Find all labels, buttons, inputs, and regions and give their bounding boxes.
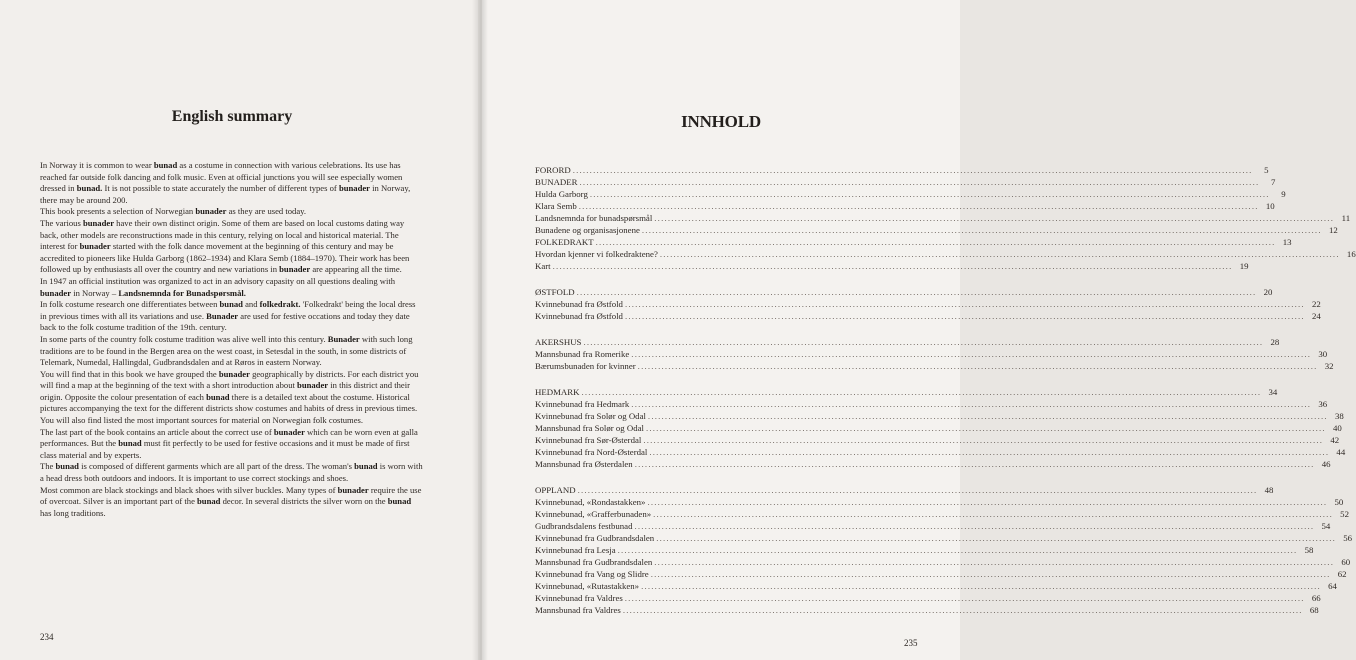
summary-text: The [40,461,56,472]
toc-entry [535,200,1275,212]
toc-entry [535,568,1347,580]
toc-entry [535,544,1314,556]
toc-entry [535,188,1286,200]
toc-entry-label: Kvinnebunad fra Vang og Slidre [535,569,649,579]
summary-bold-term: bunader [40,287,72,298]
summary-bold-term: bunad. [76,183,103,194]
toc-entry [535,422,1342,434]
summary-paragraph [40,461,424,484]
toc-leader-dots: ........................................................................................................................................................................................................ [656,533,1337,543]
toc-leader-dots: ........................................................................................................................................................................................................ [576,287,1257,297]
toc-leader-dots: ........................................................................................................................................................................................................ [641,581,1321,591]
summary-text: as a costume in connection with various celebrations. Its use has reached far outside folk dancing and folk music. Even at official junctions you will see especially women dressed in [40,160,403,194]
summary-paragraph [40,369,424,427]
toc-leader-dots: ........................................................................................................................................................................................................ [654,213,1335,223]
summary-bold-term: folkedrakt. [259,299,301,310]
toc-entry-label: Landsnemnda for bunadspørsmål [535,213,653,223]
toc-entry [535,458,1331,470]
summary-text: In Norway it is common to wear [40,160,154,170]
summary-text: This book presents a selection of Norwegian [40,206,196,217]
summary-bold-term: bunad [55,461,79,472]
toc-entry-page: 7 [1270,177,1276,187]
toc-entry-page: 68 [1309,605,1319,615]
toc-leader-dots: ........................................................................................................................................................................................................ [643,435,1324,445]
book-gutter [472,0,488,660]
toc-leader-dots: ........................................................................................................................................................................................................ [654,557,1335,567]
toc-entry-label: OPPLAND [535,485,576,495]
summary-paragraph [40,218,424,276]
toc-entry-page: 46 [1321,459,1331,469]
summary-paragraph [40,160,424,206]
toc-leader-dots: ........................................................................................................................................................................................................ [579,177,1260,187]
toc-leader-dots: ........................................................................................................................................................................................................ [634,459,1315,469]
toc-entry [535,556,1351,568]
toc-entry-label: Kvinnebunad fra Østfold [535,299,623,309]
toc-entry-label: Mannsbunad fra Romerike [535,349,630,359]
summary-text: are used for festive occations and today they date back to the folk costume tradition of the 19th. century. [40,310,410,333]
toc-entry-label: Mannsbunad fra Østerdalen [535,459,633,469]
summary-paragraph [40,206,424,218]
toc-entry-page: 64 [1328,581,1337,591]
summary-bold-term: bunad [387,496,412,507]
toc-entry [535,604,1319,616]
toc-leader-dots: ........................................................................................................................................................................................................ [650,569,1331,579]
toc-entry-label: Kvinnebunad fra Nord-Østerdal [535,447,648,457]
toc-entry-page: 34 [1268,387,1278,397]
toc-entry-label: Hulda Garborg [535,189,588,199]
toc-leader-dots: ........................................................................................................................................................................................................ [647,497,1328,507]
summary-bold-term: bunader [79,241,111,252]
toc-entry-label: Kvinnebunad, «Rondastakken» [535,497,646,507]
toc-entry-label: Kvinnebunad fra Lesja [535,545,616,555]
toc-entry [535,336,1280,348]
summary-text: geographically by districts. For each district you will find a map at the beginning of the text with a short introduction about [40,368,419,391]
toc-entry-page: 54 [1321,521,1331,531]
summary-bold-term: bunad [354,461,378,472]
summary-paragraph [40,485,424,520]
toc-entry [535,286,1273,298]
toc-section [535,484,1353,616]
toc-entry-label: Kvinnebunad fra Østfold [535,311,623,321]
summary-text: which can be worn even at galla performances. But the [40,426,418,449]
toc-leader-dots: ........................................................................................................................................................................................................ [624,593,1305,603]
toc-entry-label: Mannsbunad fra Valdres [535,605,621,615]
summary-text: The various [40,217,83,228]
summary-text: Most common are black stockings and black shoes with silver buckles. Many types of [40,484,338,495]
summary-text: there is a detailed text about the costume. Historical pictures accompanying the text for the different districts show costumes and habits of dress in previous times. You will also find listed the most important sources for material on Norwegian folk costumes. [40,391,418,426]
toc-entry-page: 12 [1328,225,1338,235]
toc-entry-page: 42 [1330,435,1340,445]
toc-leader-dots: ........................................................................................................................................................................................................ [572,165,1253,175]
toc-entry [535,520,1331,532]
summary-bold-term: Bunader [327,333,360,344]
page-number-left: 234 [40,632,54,642]
summary-bold-term: bunader [82,217,115,228]
toc-entry [535,348,1328,360]
toc-leader-dots: ........................................................................................................................................................................................................ [637,361,1318,371]
toc-leader-dots: ........................................................................................................................................................................................................ [624,311,1305,321]
toc-leader-dots: ........................................................................................................................................................................................................ [622,605,1303,615]
summary-bold-term: bunader [337,484,369,495]
summary-bold-term: bunader [297,380,329,391]
toc-leader-dots: ........................................................................................................................................................................................................ [583,337,1264,347]
summary-text: is worn with a head dress both outdoors and indoors. It is important to use correct stockings and shoes. [40,461,423,484]
toc-leader-dots: ........................................................................................................................................................................................................ [659,249,1340,259]
toc-leader-dots: ........................................................................................................................................................................................................ [647,411,1328,421]
toc-leader-dots: ........................................................................................................................................................................................................ [631,349,1312,359]
toc-entry [535,298,1321,310]
toc-entry-page: 28 [1270,337,1280,347]
toc-entry-label: Mannsbunad fra Gudbrandsdalen [535,557,653,567]
toc-entry-page: 36 [1318,399,1328,409]
toc-entry-label: Kvinnebunad, «Grafferbunaden» [535,509,652,519]
toc-entry [535,236,1292,248]
summary-bold-term: bunader [195,206,227,217]
toc-entry [535,310,1321,322]
toc-entry [535,532,1353,544]
summary-text: decor. In several districts the silver worn on the [220,496,388,507]
toc-entry [535,496,1344,508]
toc-entry-page: 50 [1334,497,1344,507]
toc-entry-page: 20 [1263,287,1273,297]
toc-entry [535,410,1344,422]
summary-paragraph [40,299,424,334]
summary-text: In 1947 an official institution was organized to act in an advisory capasity on all questions dealing with [40,275,396,286]
summary-text: as they are used today. [226,206,307,217]
toc-title: INNHOLD [681,112,761,131]
toc-leader-dots: ........................................................................................................................................................................................................ [552,261,1233,271]
toc-entry-page: 22 [1312,299,1321,309]
toc-entry-label: Kvinnebunad fra Hedmark [535,399,630,409]
toc-entry-label: Bærumsbunaden for kvinner [535,361,636,371]
summary-bold-term: bunad [118,438,142,449]
toc-entry-page: 19 [1239,261,1249,271]
toc-entry-label: FORORD [535,165,571,175]
toc-leader-dots: ........................................................................................................................................................................................................ [578,201,1259,211]
toc-entry [535,360,1334,372]
summary-text: 'Folkedrakt' being the local dress in previous times with all its variations and use. [40,299,416,321]
toc-entry [535,398,1328,410]
toc-entry-page: 38 [1334,411,1344,421]
toc-leader-dots: ........................................................................................................................................................................................................ [634,521,1315,531]
summary-text: and [242,299,260,310]
summary-text: with such long traditions are to be found in the Bergen area on the west coast, in Setesdal in the south, in some districts of Telemark, Numedal, Hallingdal, Gudbrandsdalen and at Røros in eastern Norway. [40,333,413,368]
summary-text: has long traditions. [40,507,106,518]
toc-entry-page: 11 [1341,213,1351,223]
toc-entry [535,386,1278,398]
toc-section [535,286,1321,322]
summary-bold-term: bunader [273,426,305,437]
toc-entry [535,212,1351,224]
toc-entry-label: Gudbrandsdalens festbunad [535,521,633,531]
table-of-contents [535,164,1356,630]
toc-leader-dots: ........................................................................................................................................................................................................ [617,545,1298,555]
toc-entry [535,592,1321,604]
toc-entry [535,446,1346,458]
toc-leader-dots: ........................................................................................................................................................................................................ [641,225,1322,235]
toc-entry-label: HEDMARK [535,387,580,397]
summary-text: is composed of different garments which are all part of the dress. The woman's [78,461,355,472]
toc-entry-page: 10 [1265,201,1275,211]
toc-entry-page: 9 [1281,189,1286,199]
toc-section [535,164,1356,272]
summary-bold-term: Bunader [206,310,239,321]
toc-entry-label: Kart [535,261,551,271]
toc-section [535,336,1334,372]
summary-text: started with the folk dance movement at the beginning of this century and may be accredited to pioneers like Hulda Garborg (1862–1934) and Klara Semb (1884–1970). Their work has been followed up by enthusiasts all over the country and new variations in [40,241,410,275]
toc-entry-label: Kvinnebunad fra Solør og Odal [535,411,646,421]
toc-entry-page: 16 [1346,249,1356,259]
summary-bold-term: bunader [338,183,370,194]
toc-entry-label: Kvinnebunad fra Gudbrandsdalen [535,533,655,543]
toc-entry-page: 44 [1336,447,1346,457]
toc-entry [535,260,1249,272]
summary-text: have their own distinct origin. Some of them are based on local customs dating way back, other models are reconstructions made in this century, relying on local and historical material. The interest for [40,217,405,252]
summary-text: in Norway – [71,287,119,298]
toc-entry-page: 58 [1304,545,1314,555]
toc-entry [535,434,1340,446]
toc-entry-page: 30 [1318,349,1328,359]
toc-leader-dots: ........................................................................................................................................................................................................ [595,237,1276,247]
toc-entry-label: Kvinnebunad fra Valdres [535,593,623,603]
summary-text: It is not possible to state accurately the number of different types of [102,183,339,194]
summary-title: English summary [171,108,293,125]
toc-leader-dots: ........................................................................................................................................................................................................ [653,509,1333,519]
toc-entry-page: 48 [1264,485,1274,495]
toc-entry-label: AKERSHUS [535,337,582,347]
summary-text: The last part of the book contains an article about the correct use of [40,426,274,437]
summary-body [40,160,424,519]
toc-entry-page: 24 [1312,311,1321,321]
summary-paragraph [40,276,424,299]
toc-entry-page: 13 [1282,237,1292,247]
summary-bold-term: bunader [279,264,311,275]
summary-text: are appearing all the time. [310,264,402,275]
summary-paragraph [40,334,424,369]
toc-leader-dots: ........................................................................................................................................................................................................ [581,387,1262,397]
toc-entry [535,164,1269,176]
toc-leader-dots: ........................................................................................................................................................................................................ [577,485,1258,495]
toc-entry-label: Klara Semb [535,201,577,211]
toc-entry-label: Hvordan kjenner vi folkedraktene? [535,249,658,259]
toc-entry [535,484,1274,496]
toc-entry-label: BUNADER [535,177,578,187]
summary-bold-term: bunad [219,299,243,310]
toc-entry-page: 40 [1333,423,1342,433]
toc-entry-label: FOLKEDRAKT [535,237,594,247]
toc-leader-dots: ........................................................................................................................................................................................................ [589,189,1270,199]
toc-leader-dots: ........................................................................................................................................................................................................ [645,423,1326,433]
summary-bold-term: bunad [206,391,230,402]
toc-entry-label: Mannsbunad fra Solør og Odal [535,423,644,433]
toc-entry [535,176,1276,188]
toc-entry [535,508,1349,520]
toc-entry [535,248,1356,260]
toc-leader-dots: ........................................................................................................................................................................................................ [649,447,1330,457]
toc-entry-page: 5 [1264,165,1269,175]
toc-entry [535,580,1337,592]
toc-entry-label: ØSTFOLD [535,287,575,297]
toc-leader-dots: ........................................................................................................................................................................................................ [631,399,1312,409]
toc-entry [535,224,1338,236]
toc-entry-page: 62 [1337,569,1347,579]
toc-entry-page: 60 [1341,557,1351,567]
summary-text: You will find that in this book we have grouped the [40,368,219,379]
toc-section [535,386,1346,470]
page-number-right: 235 [904,638,918,648]
toc-entry-label: Kvinnebunad fra Sør-Østerdal [535,435,642,445]
summary-text: in Norway, there may be around 200. [40,183,411,205]
toc-entry-page: 32 [1324,361,1334,371]
toc-entry-page: 52 [1340,509,1349,519]
summary-bold-term: bunader [218,368,250,379]
summary-text: In folk costume research one differentiates between [40,299,220,310]
summary-text: must fit perfectly to be used for festive occasions and it must be made of first class material and by experts. [40,438,410,460]
summary-paragraph [40,427,424,462]
summary-text: in this district and their origin. Opposite the colour presentation of each [40,380,410,402]
summary-bold-term: Landsnemnda for Bunadspørsmål. [118,287,246,298]
toc-entry-page: 56 [1343,533,1353,543]
summary-bold-term: bunad [153,160,178,170]
summary-text: require the use of overcoat. Silver is an important part of the [40,484,422,507]
toc-entry-label: Kvinnebunad, «Rutastakken» [535,581,640,591]
toc-entry-page: 66 [1311,593,1321,603]
summary-bold-term: bunad [197,496,221,507]
summary-text: In some parts of the country folk costume tradition was alive well into this century. [40,333,328,344]
toc-entry-label: Bunadene og organisasjonene [535,225,640,235]
toc-leader-dots: ........................................................................................................................................................................................................ [624,299,1305,309]
